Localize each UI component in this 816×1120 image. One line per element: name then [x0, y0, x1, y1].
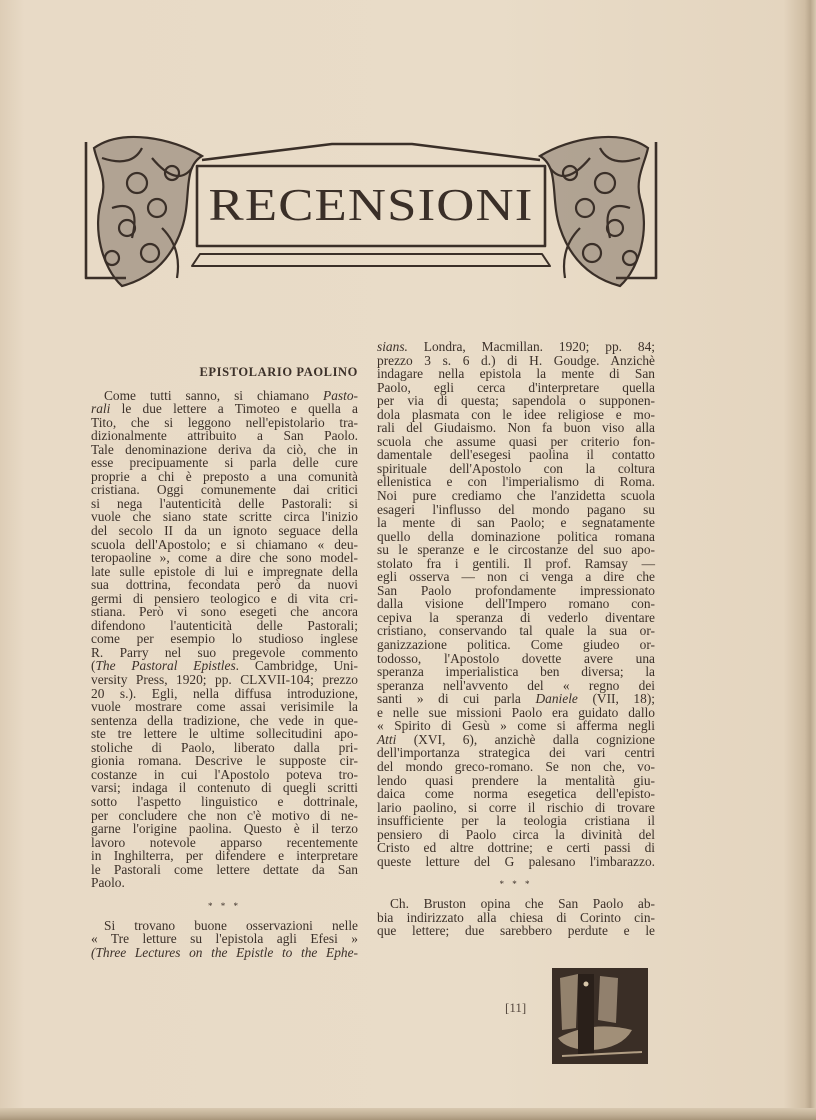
text: germi di pensiero teologico e di vita cri- — [91, 590, 358, 606]
text-line — [377, 462, 655, 476]
text: ganizzazione politica. Come giudeo or- — [377, 637, 655, 653]
column-right — [377, 340, 655, 938]
text-line — [91, 592, 358, 606]
text-line — [91, 443, 358, 457]
italic-text: (Three Lectures on the Epistle to the Ephe- — [91, 944, 358, 960]
text-line — [91, 822, 358, 836]
text-line — [377, 408, 655, 422]
text-line — [377, 530, 655, 544]
text: bia indirizzato alla chiesa di Corinto cin- — [377, 909, 655, 925]
section-separator: * * * — [499, 879, 533, 890]
text: varsi; indaga il contenuto di quegli scritti — [91, 780, 358, 796]
text-line — [91, 538, 358, 552]
text: dola plasmata con le idee religiose e mo- — [377, 406, 655, 422]
text-line — [91, 483, 358, 497]
text-line — [91, 727, 358, 741]
text-line — [91, 646, 358, 660]
text: quello della dominazione politica romana — [377, 528, 655, 544]
text: prezzo 3 s. 6 d.) di H. Goudge. Anzichè — [377, 352, 655, 368]
text: Tale denominazione deriva da ciò, che in — [91, 441, 358, 457]
text: late sulle epistole di lui e impregnate della — [91, 563, 358, 579]
text-line — [91, 795, 358, 809]
column-right-body — [377, 340, 655, 938]
text-line — [91, 687, 358, 701]
text: su le speranze e le circostanze del suo apo- — [377, 542, 655, 558]
text-line — [91, 673, 358, 687]
text-line — [377, 435, 655, 449]
page-bottom-edge — [0, 1108, 816, 1120]
text-line — [91, 429, 358, 443]
text-line — [91, 619, 358, 633]
text-line — [91, 809, 358, 823]
text: esse precipuamente si parla delle cure — [91, 455, 358, 471]
italic-text: The Pastoral Epistles — [95, 658, 236, 674]
text-line — [377, 855, 655, 869]
text: lario paolino, si corre il rischio di trovare — [377, 799, 655, 815]
text: ellenistica e con l'imperialismo di Roma. — [377, 474, 655, 490]
text-line — [91, 919, 358, 933]
text-line — [377, 638, 655, 652]
text-line — [377, 611, 655, 625]
floral-ornament-left — [94, 137, 202, 286]
paragraph — [91, 919, 358, 960]
text: Noi pure crediamo che l'anzidetta scuola — [377, 488, 655, 504]
text-line — [377, 652, 655, 666]
text-line — [91, 497, 358, 511]
text-line — [377, 489, 655, 503]
text: ( — [91, 658, 96, 674]
text-line — [91, 768, 358, 782]
text-line — [91, 863, 358, 877]
text: proprie a chi è preposto a una comunità — [91, 468, 358, 484]
text: Si trovano buone osservazioni nelle — [104, 917, 358, 933]
text-line — [377, 584, 655, 598]
text-line — [377, 543, 655, 557]
paragraph — [377, 897, 655, 938]
text: le Pastorali come lettere dettate da San — [91, 861, 358, 877]
text: ste tre lettere le ultime sollecitudini apo- — [91, 726, 358, 742]
text-line — [91, 632, 358, 646]
text: scuola che assume quasi per criterio fon- — [377, 433, 655, 449]
text: speranza nell'avvento del « regno dei — [377, 677, 655, 693]
text: queste letture del G palesano l'imbarazzo. — [377, 853, 655, 869]
text: santi » di cui parla — [377, 691, 536, 707]
section-separator: * * * — [208, 900, 241, 911]
text-line — [91, 714, 358, 728]
text: spirituale dell'Apostolo con la coltura — [377, 460, 655, 476]
column-left — [91, 366, 358, 959]
text-line — [377, 719, 655, 733]
text: R. Parry nel suo pregevole commento — [91, 644, 358, 660]
text-line — [91, 551, 358, 565]
text: dell'importanza strategica dei vari centri — [377, 745, 655, 761]
text-line — [377, 828, 655, 842]
text-line — [377, 787, 655, 801]
text: la mente di san Paolo; e segnatamente — [377, 515, 655, 531]
text: cristiano, conservando tal quale la sua or- — [377, 623, 655, 639]
text-line — [377, 692, 655, 706]
text: dizionalmente attribuito a San Paolo. — [91, 428, 358, 444]
text-line — [377, 448, 655, 462]
text: Cristo ed altre dottrine; e certi passi di — [377, 840, 655, 856]
text: vuole che siano state scritte circa l'inizio — [91, 509, 358, 525]
text-line — [91, 524, 358, 538]
text-line — [377, 624, 655, 638]
text: e nelle sue missioni Paolo era guidato dallo — [377, 704, 655, 720]
italic-text: rali — [91, 401, 111, 417]
paragraph — [91, 389, 358, 890]
column-left-body — [91, 389, 358, 960]
text-line — [377, 475, 655, 489]
text-line — [91, 456, 358, 470]
text-line — [91, 932, 358, 946]
text: daica come norma esegetica dell'episto- — [377, 786, 655, 802]
text-line — [377, 924, 655, 938]
text-line — [377, 570, 655, 584]
text-line — [377, 394, 655, 408]
text: versity Press, 1920; pp. CLXVII-104; prezzo — [91, 672, 358, 688]
italic-text: sians. — [377, 339, 408, 354]
text: come per esempio lo studioso inglese — [91, 631, 358, 647]
text: garne l'origine paolina. Questo è il terzo — [91, 821, 358, 837]
text: cristiana. Oggi comunemente dai critici — [91, 482, 358, 498]
text: costanze in cui l'Apostolo poteva tro- — [91, 766, 358, 782]
text-line — [91, 402, 358, 416]
text: stiana. Però vi sono esegeti che ancora — [91, 604, 358, 620]
italic-text: Atti — [377, 731, 397, 747]
text-line — [377, 911, 655, 925]
page-number: [11] — [505, 1000, 527, 1015]
text: gionia romana. Descrive le supposte cir- — [91, 753, 358, 769]
text-line — [377, 746, 655, 760]
text: 20 s.). Egli, nella diffusa introduzione, — [91, 685, 358, 701]
paragraph — [377, 340, 655, 868]
text-line — [377, 354, 655, 368]
text: per concludere che non c'è motivo di ne- — [91, 807, 358, 823]
text: per via di questa; sapendola o supponen- — [377, 393, 655, 409]
text-line — [377, 367, 655, 381]
text: Tito, che si leggono nell'epistolario tra- — [91, 414, 358, 430]
text-line — [377, 774, 655, 788]
text: sua dottrina, fecondata però da nuovi — [91, 577, 358, 593]
text: San Paolo profondamente impressionato — [377, 582, 655, 598]
text: egli osserva — non ci venga a dire che — [377, 569, 655, 585]
text-line — [91, 578, 358, 592]
text-line — [377, 733, 655, 747]
text: (VII, 18); — [577, 691, 655, 707]
woodcut-illustration — [552, 968, 648, 1064]
text: speranza imperialistica ben diversa; la — [377, 664, 655, 680]
text: sentenza della tradizione, che vede in que- — [91, 712, 358, 728]
italic-text: Pasto- — [323, 387, 358, 403]
text-line — [377, 679, 655, 693]
text-line — [91, 700, 358, 714]
text: stolato fra i gentili. Il prof. Ramsay — — [377, 555, 655, 571]
text-line — [91, 470, 358, 484]
text-line — [91, 754, 358, 768]
text: (XVI, 6), anzichè dalla cognizione — [396, 731, 655, 747]
text-line — [91, 741, 358, 755]
text: lavoro notevole apparso recentemente — [91, 834, 358, 850]
text-line — [377, 597, 655, 611]
text: Paolo. — [91, 875, 125, 891]
text: vuole mostrare come assai verisimile la — [91, 699, 358, 715]
text-line — [377, 841, 655, 855]
text: cepiva la speranza di vederlo diventare — [377, 609, 655, 625]
text: damentale dell'esegesi paolina il contatto — [377, 447, 655, 463]
text: le due lettere a Timoteo e quella a — [110, 401, 358, 417]
text-line — [377, 706, 655, 720]
text-line — [377, 421, 655, 435]
text-line — [377, 665, 655, 679]
floral-ornament-right — [540, 137, 648, 286]
text-line — [91, 605, 358, 619]
text: del mondo greco-romano. Se non che, vo- — [377, 758, 655, 774]
text: lendo quasi prendere la mentalità giu- — [377, 772, 655, 788]
article-heading: EPISTOLARIO PAOLINO — [199, 365, 358, 379]
text: Ch. Bruston opina che San Paolo ab- — [390, 896, 655, 912]
text: pensiero di Paolo circa la divinità del — [377, 826, 655, 842]
text-line — [377, 814, 655, 828]
text: que lettere; due sarebbero perdute e le — [377, 923, 655, 939]
text-line — [377, 801, 655, 815]
text-line — [91, 876, 358, 890]
text: si nega l'autenticità delle Pastorali: si — [91, 495, 358, 511]
text: Paolo, egli cerca d'interpretare quella — [377, 379, 655, 395]
text-line — [91, 565, 358, 579]
section-title: RECENSIONI — [208, 179, 534, 230]
text: teropaoline », come a dire che sono model- — [91, 550, 358, 566]
text-line — [377, 897, 655, 911]
text: in Inghilterra, per difendere e interpretare — [91, 848, 358, 864]
text: todosso, l'Apostolo dovette avere una — [377, 650, 655, 666]
text-line — [91, 946, 358, 960]
recensioni-banner — [82, 128, 660, 296]
text-line — [377, 381, 655, 395]
text: insufficiente per la teologia cristiana il — [377, 813, 655, 829]
text: dalla visione dell'Impero romano con- — [377, 596, 655, 612]
text-line — [377, 503, 655, 517]
text: « Tre letture su l'epistola agli Efesi » — [91, 931, 358, 947]
text: Come tutti sanno, si chiamano — [104, 387, 324, 403]
text-line — [91, 781, 358, 795]
text: del secolo II da un ignoto seguace della — [91, 523, 358, 539]
text-line — [91, 836, 358, 850]
text-line — [377, 516, 655, 530]
text-line — [91, 659, 358, 673]
text: esageri l'influsso del mondo pagano su — [377, 501, 655, 517]
text-line — [91, 389, 358, 403]
text-line — [91, 849, 358, 863]
text: « Spirito di Gesù » come si afferma negli — [377, 718, 655, 734]
text-line — [377, 557, 655, 571]
text: scuola dell'Apostolo; e si chiamano « deu- — [91, 536, 358, 552]
text: Londra, Macmillan. 1920; pp. 84; — [407, 339, 655, 354]
italic-text: Daniele — [535, 691, 578, 707]
text-line — [377, 340, 655, 354]
text: indagare nella epistola la mente di San — [377, 366, 655, 382]
text-line — [91, 510, 358, 524]
text: . Cambridge, Uni- — [235, 658, 358, 674]
text: difendono l'autenticità delle Pastorali; — [91, 617, 358, 633]
text: stoliche di Paolo, liberato dalla pri- — [91, 739, 358, 755]
text-line — [91, 416, 358, 430]
text: sotto l'aspetto linguistico e dottrinale, — [91, 793, 358, 809]
text-line — [377, 760, 655, 774]
text: rali del Giudaismo. Non fa buon viso alla — [377, 420, 655, 436]
